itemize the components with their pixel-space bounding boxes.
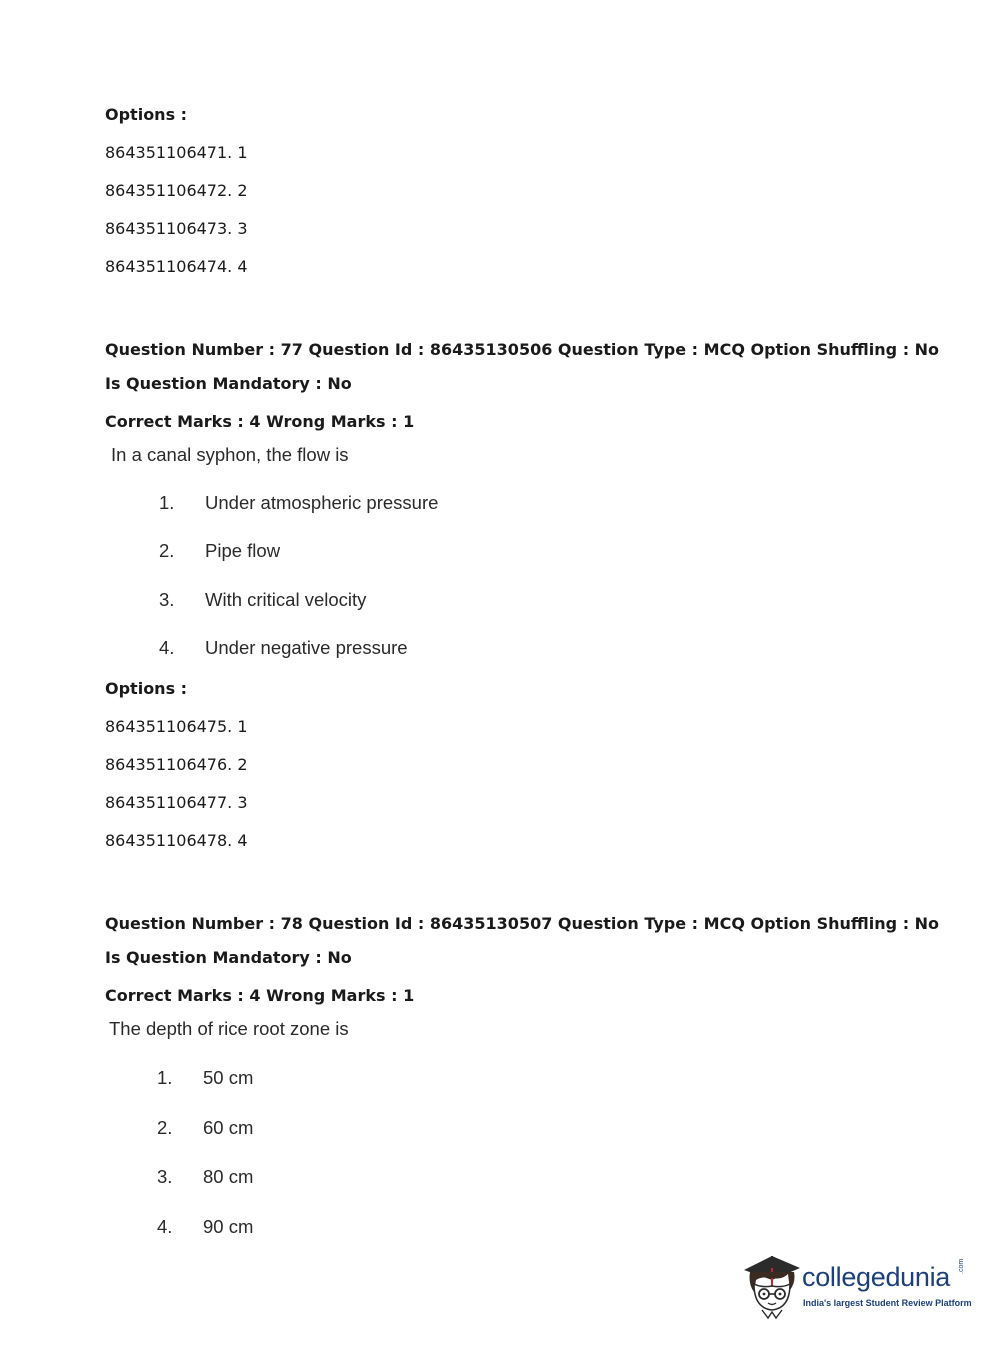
choice-text: With critical velocity [205,589,367,610]
q78-marks: Correct Marks : 4 Wrong Marks : 1 [105,986,415,1005]
option-id-3: 864351106473. 3 [105,219,248,238]
q77-question-text: In a canal syphon, the flow is [111,444,349,465]
q78-question-text: The depth of rice root zone is [109,1018,349,1039]
choice-number: 1. [157,1067,173,1088]
collegedunia-logo[interactable] [742,1250,972,1320]
choice-text: 50 cm [203,1067,254,1088]
choice-number: 4. [159,637,175,658]
q77-option-id-3: 864351106477. 3 [105,793,248,812]
mascot-icon [742,1250,802,1320]
logo-wordmark: collegedunia [802,1262,951,1292]
q77-options-label: Options : [105,679,188,698]
q77-header: Question Number : 77 Question Id : 86435130506 Question Type : MCQ Option Shuffling : No [105,340,940,359]
choice-number: 4. [157,1216,173,1237]
q77-mandatory: Is Question Mandatory : No [105,374,352,393]
choice-text: 60 cm [203,1117,254,1138]
q77-option-id-4: 864351106478. 4 [105,831,248,850]
choice-text: Under negative pressure [205,637,408,658]
q78-mandatory: Is Question Mandatory : No [105,948,352,967]
choice-text: 90 cm [203,1216,254,1237]
choice-number: 1. [159,492,175,513]
q78-header: Question Number : 78 Question Id : 86435130507 Question Type : MCQ Option Shuffling : No [105,914,940,933]
option-id-1: 864351106471. 1 [105,143,248,162]
logo-suffix: .com [958,1258,965,1274]
options-label: Options : [105,105,188,124]
choice-number: 3. [157,1166,173,1187]
choice-number: 3. [159,589,175,610]
choice-number: 2. [159,540,175,561]
q77-option-id-2: 864351106476. 2 [105,755,248,774]
choice-number: 2. [157,1117,173,1138]
logo-tagline: India's largest Student Review Platform [803,1298,972,1308]
q77-option-id-1: 864351106475. 1 [105,717,248,736]
option-id-2: 864351106472. 2 [105,181,248,200]
option-id-4: 864351106474. 4 [105,257,248,276]
choice-text: 80 cm [203,1166,254,1187]
choice-text: Pipe flow [205,540,281,561]
q77-marks: Correct Marks : 4 Wrong Marks : 1 [105,412,415,431]
choice-text: Under atmospheric pressure [205,492,439,513]
